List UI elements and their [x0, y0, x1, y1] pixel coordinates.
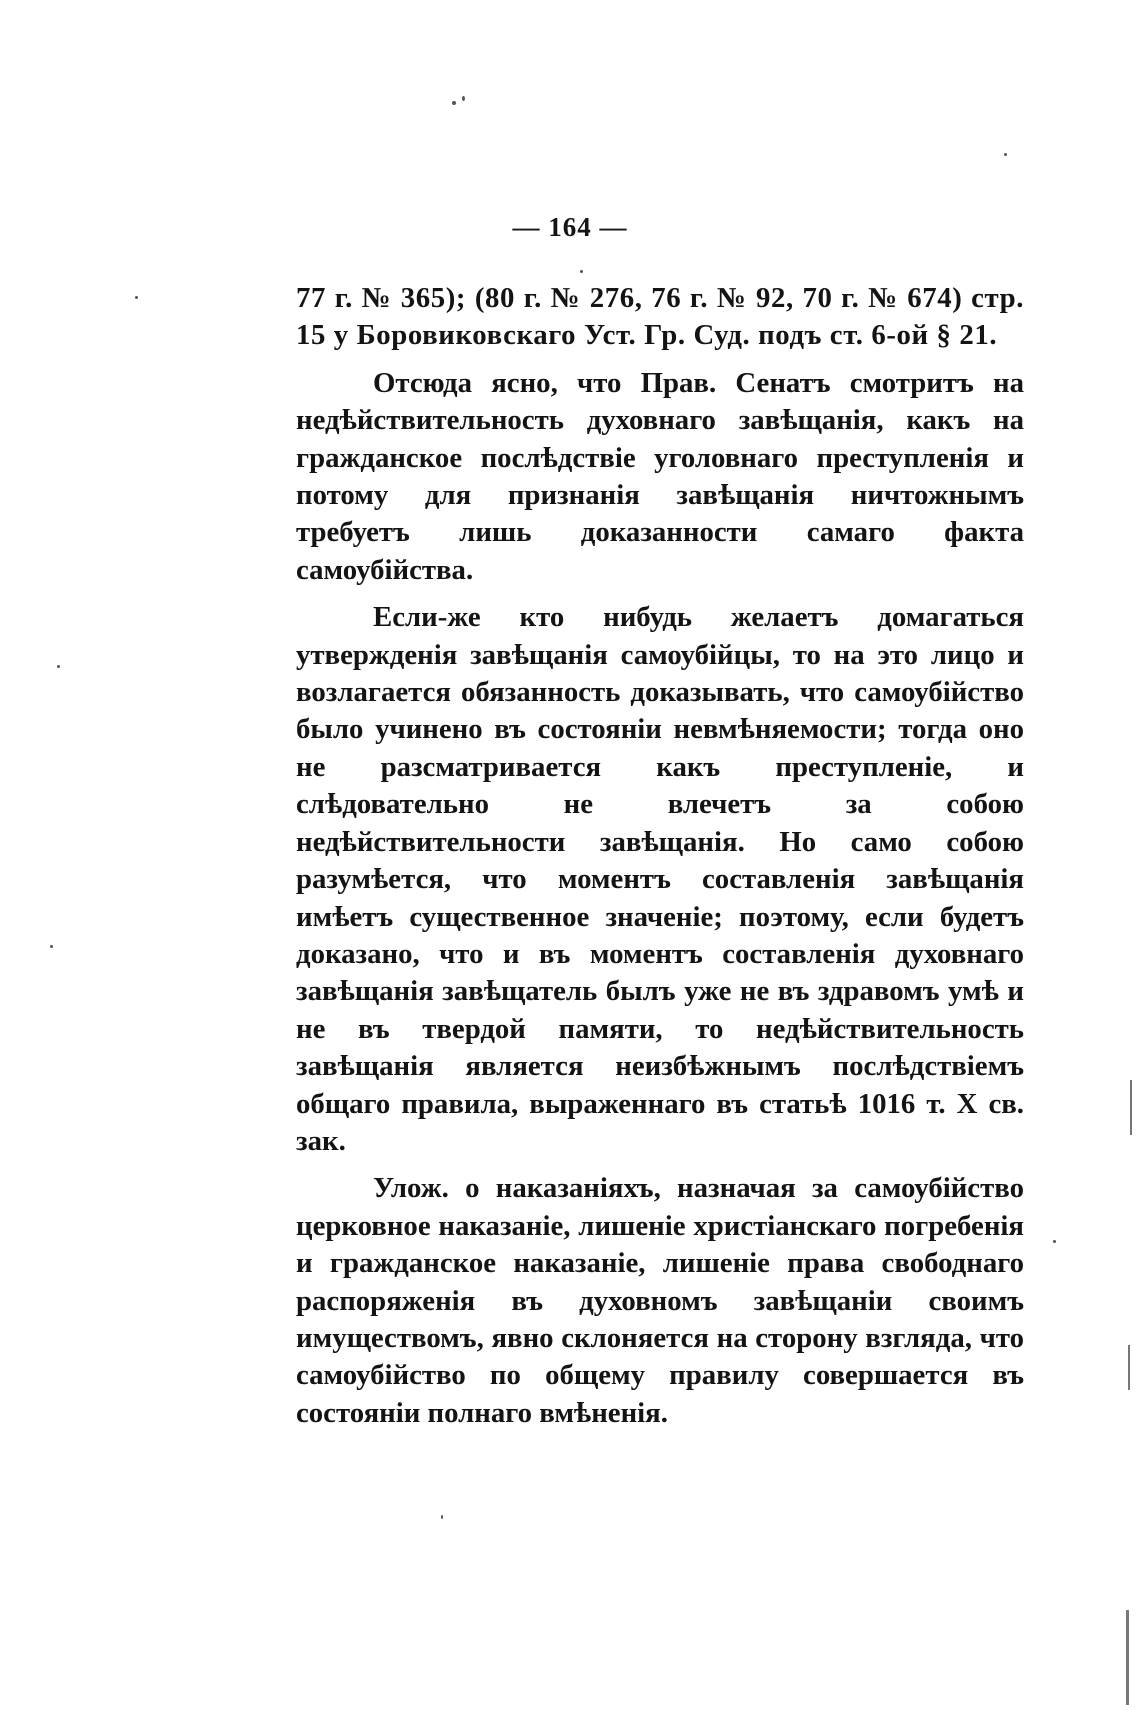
- scan-speck: [135, 296, 138, 299]
- scan-speck: [580, 270, 583, 273]
- scan-edge-line: [1126, 1610, 1129, 1705]
- page-number: — 164 —: [512, 212, 628, 242]
- paragraph-3: Улож. о наказаніяхъ, назначая за самоубійство церковное наказаніе, лишеніе христіанскаго погребенія и гражданское наказаніе, лишеніе права свободнаго распоряженія въ духовномъ завѣщаніи своимъ имуществомъ, явно склоняется на сторону взгляда, что самоубійство по общему правилу совершается въ состояніи полнаго вмѣненія.: [296, 1172, 1024, 1429]
- scan-speck: [57, 665, 60, 668]
- scan-speck: [1053, 1240, 1056, 1243]
- paragraph-1: Отсюда ясно, что Прав. Сенатъ смотритъ на недѣйствительность духовнаго завѣщанія, какъ на гражданское послѣдствіе уголовнаго преступленія и потому для признанія завѣщанія ничтожнымъ требуетъ лишь доказанности самаго факта самоубійства.: [296, 366, 1024, 586]
- scan-edge-line: [1128, 1345, 1130, 1390]
- scan-speck: [1004, 153, 1007, 156]
- scan-speck: [50, 945, 53, 948]
- scan-speck: [452, 101, 456, 105]
- continuation-paragraph: 77 г. № 365); (80 г. № 276, 76 г. № 92, 70 г. № 674) стр. 15 у Боровиковскаго Уст. Гр. Суд. подъ ст. 6-ой § 21.: [296, 282, 1024, 352]
- scan-speck: [441, 1515, 443, 1519]
- body-text: [296, 280, 1024, 1442]
- scan-speck: [462, 96, 465, 101]
- scan-edge-line: [1130, 1080, 1132, 1135]
- paragraph-2: Если-же кто нибудь желаетъ домагаться утвержденія завѣщанія самоубійцы, то на это лицо и возлагается обязанность доказывать, что самоубійство было учинено въ состояніи невмѣняемости; тогда оно не разсматривается какъ преступленіе, и слѣдовательно не влечетъ за собою недѣйствительности завѣщанія. Но само собою разумѣется, что моментъ составленія завѣщанія имѣетъ существенное значеніе; поэтому, если будетъ доказано, что и въ моментъ составленія духовнаго завѣщанія завѣщатель былъ уже не въ здравомъ умѣ и не въ твердой памяти, то недѣйствительность завѣщанія является неизбѣжнымъ послѣдствіемъ общаго правила, выраженнаго въ статьѣ 1016 т. X св. зак.: [296, 601, 1024, 1157]
